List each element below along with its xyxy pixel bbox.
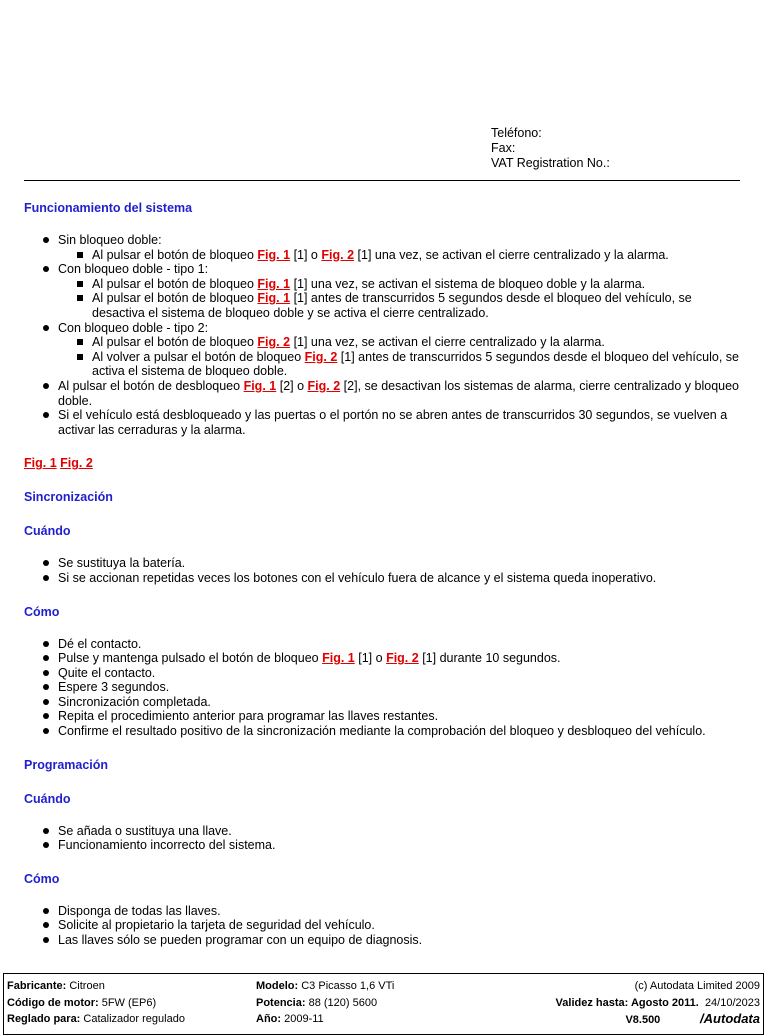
prog-how-list (24, 904, 740, 948)
fig2-link[interactable]: Fig. 2 (386, 651, 419, 666)
fig1-link[interactable]: Fig. 1 (24, 456, 57, 471)
fig1-link[interactable]: Fig. 1 (257, 291, 291, 306)
subsection-title-when: Cuándo (24, 524, 71, 539)
list-item: Disponga de todas las llaves. (24, 904, 740, 919)
footer-left-column: Fabricante: Citroen Código de motor: 5FW (EP6) Reglado para: Catalizador regulado (7, 980, 185, 1025)
fig2-link[interactable]: Fig. 2 (257, 335, 291, 350)
fig1-link[interactable]: Fig. 1 (322, 651, 355, 666)
list-item: Con bloqueo doble - tipo 1: Al pulsar el botón de bloqueo Fig. 1 [1] una vez, se activan el sistema de bloqueo doble y la alarma. Al pulsar el botón de bloqueo Fig. 1 [1] antes de transcurridos 5 segundos desde el bloqueo del vehículo, se desactiva el sistema de bloqueo doble y se activa el cierre centralizado. (24, 262, 740, 320)
subsection-title-how: Cómo (24, 604, 60, 619)
fig1-link[interactable]: Fig. 1 (257, 247, 291, 262)
system-operation-list (24, 233, 740, 437)
list-item: Se sustituya la batería. (24, 556, 740, 571)
list-item: Sincronización completada. (24, 695, 740, 710)
list-item: Confirme el resultado positivo de la sincronización mediante la comprobación del bloqueo y desbloqueo del vehículo. (24, 724, 740, 739)
print-date: 24/10/2023 (704, 996, 760, 1009)
sync-how-list (24, 637, 740, 739)
engine-code-value: 5FW (EP6) (101, 996, 157, 1009)
header-divider (24, 180, 740, 181)
list-item: Al pulsar el botón de bloqueo Fig. 1 [1] una vez, se activan el sistema de bloqueo doble y la alarma. (58, 277, 740, 292)
list-item: Al pulsar el botón de bloqueo Fig. 1 [1] antes de transcurridos 5 segundos desde el bloqueo del vehículo, se desactiva el sistema de bloqueo doble y se activa el cierre centralizado. (58, 291, 740, 320)
autodata-logo: /Autodata (700, 1011, 760, 1026)
list-item: Al pulsar el botón de bloqueo Fig. 2 [1] una vez, se activan el cierre centralizado y la alarma. (58, 335, 740, 350)
fig2-link[interactable]: Fig. 2 (304, 349, 338, 364)
prog-when-list (24, 824, 740, 853)
list-item: Con bloqueo doble - tipo 2: Al pulsar el botón de bloqueo Fig. 2 [1] una vez, se activan el cierre centralizado y la alarma. Al volver a pulsar el botón de bloqueo Fig. 2 [1] antes de transcurridos 5 segundos desde el bloqueo del vehículo, se activa el sistema de bloqueo doble. (24, 321, 740, 379)
validity-text: Validez hasta: Agosto 2011. (555, 996, 699, 1009)
contact-block (491, 126, 610, 171)
document-body (24, 200, 740, 948)
section-title-synchronization: Sincronización (24, 490, 113, 505)
figure-links (24, 455, 740, 471)
list-item: Las llaves sólo se pueden programar con un equipo de diagnosis. (24, 933, 740, 948)
copyright-text: (c) Autodata Limited 2009 (634, 980, 760, 992)
version-text: V8.500 (625, 1014, 661, 1026)
vehicle-info-footer (3, 973, 764, 1035)
footer-right-column (556, 978, 760, 1029)
subsection-title-how: Cómo (24, 871, 60, 886)
sync-when-list (24, 556, 740, 585)
list-item: Dé el contacto. (24, 637, 740, 652)
list-item: Espere 3 segundos. (24, 680, 740, 695)
fig1-link[interactable]: Fig. 1 (257, 276, 291, 291)
list-item: Funcionamiento incorrecto del sistema. (24, 838, 740, 853)
section-title-programming: Programación (24, 757, 109, 772)
subsection-title-when: Cuándo (24, 791, 71, 806)
fig2-link[interactable]: Fig. 2 (321, 247, 355, 262)
list-item: Sin bloqueo doble: Al pulsar el botón de bloqueo Fig. 1 [1] o Fig. 2 [1] una vez, se activan el cierre centralizado y la alarma. (24, 233, 740, 262)
fax-label: Fax: (491, 141, 516, 155)
list-item: Se añada o sustituya una llave. (24, 824, 740, 839)
list-item: Pulse y mantenga pulsado el botón de bloqueo Fig. 1 [1] o Fig. 2 [1] durante 10 segundos. (24, 651, 740, 666)
footer-middle-column: Modelo: C3 Picasso 1,6 VTi Potencia: 88 (120) 5600 Año: 2009-11 (256, 980, 395, 1025)
list-item: Al pulsar el botón de bloqueo Fig. 1 [1] o Fig. 2 [1] una vez, se activan el cierre centralizado y la alarma. (58, 248, 740, 263)
list-item: Si el vehículo está desbloqueado y las puertas o el portón no se abren antes de transcurridos 30 segundos, se vuelven a activar las cerraduras y la alarma. (24, 408, 740, 437)
fig1-link[interactable]: Fig. 1 (243, 378, 277, 393)
regulation-value: Catalizador regulado (83, 1013, 185, 1025)
list-item: Repita el procedimiento anterior para programar las llaves restantes. (24, 709, 740, 724)
list-item: Si se accionan repetidas veces los botones con el vehículo fuera de alcance y el sistema queda inoperativo. (24, 571, 740, 586)
list-item: Solicite al propietario la tarjeta de seguridad del vehículo. (24, 918, 740, 933)
model-value: C3 Picasso 1,6 VTi (301, 980, 395, 992)
list-item: Al volver a pulsar el botón de bloqueo Fig. 2 [1] antes de transcurridos 5 segundos desde el bloqueo del vehículo, se activa el sistema de bloqueo doble. (58, 350, 740, 379)
power-value: 88 (120) 5600 (308, 996, 378, 1009)
vat-label: VAT Registration No.: (491, 156, 610, 170)
maker-value: Citroen (69, 980, 105, 992)
phone-label: Teléfono: (491, 126, 542, 140)
fig2-link[interactable]: Fig. 2 (307, 378, 341, 393)
year-value: 2009-11 (284, 1013, 324, 1025)
fig2-link[interactable]: Fig. 2 (60, 456, 93, 471)
list-item: Quite el contacto. (24, 666, 740, 681)
list-item: Al pulsar el botón de desbloqueo Fig. 1 [2] o Fig. 2 [2], se desactivan los sistemas de alarma, cierre centralizado y bloqueo doble. (24, 379, 740, 408)
section-title-system-operation: Funcionamiento del sistema (24, 201, 193, 215)
